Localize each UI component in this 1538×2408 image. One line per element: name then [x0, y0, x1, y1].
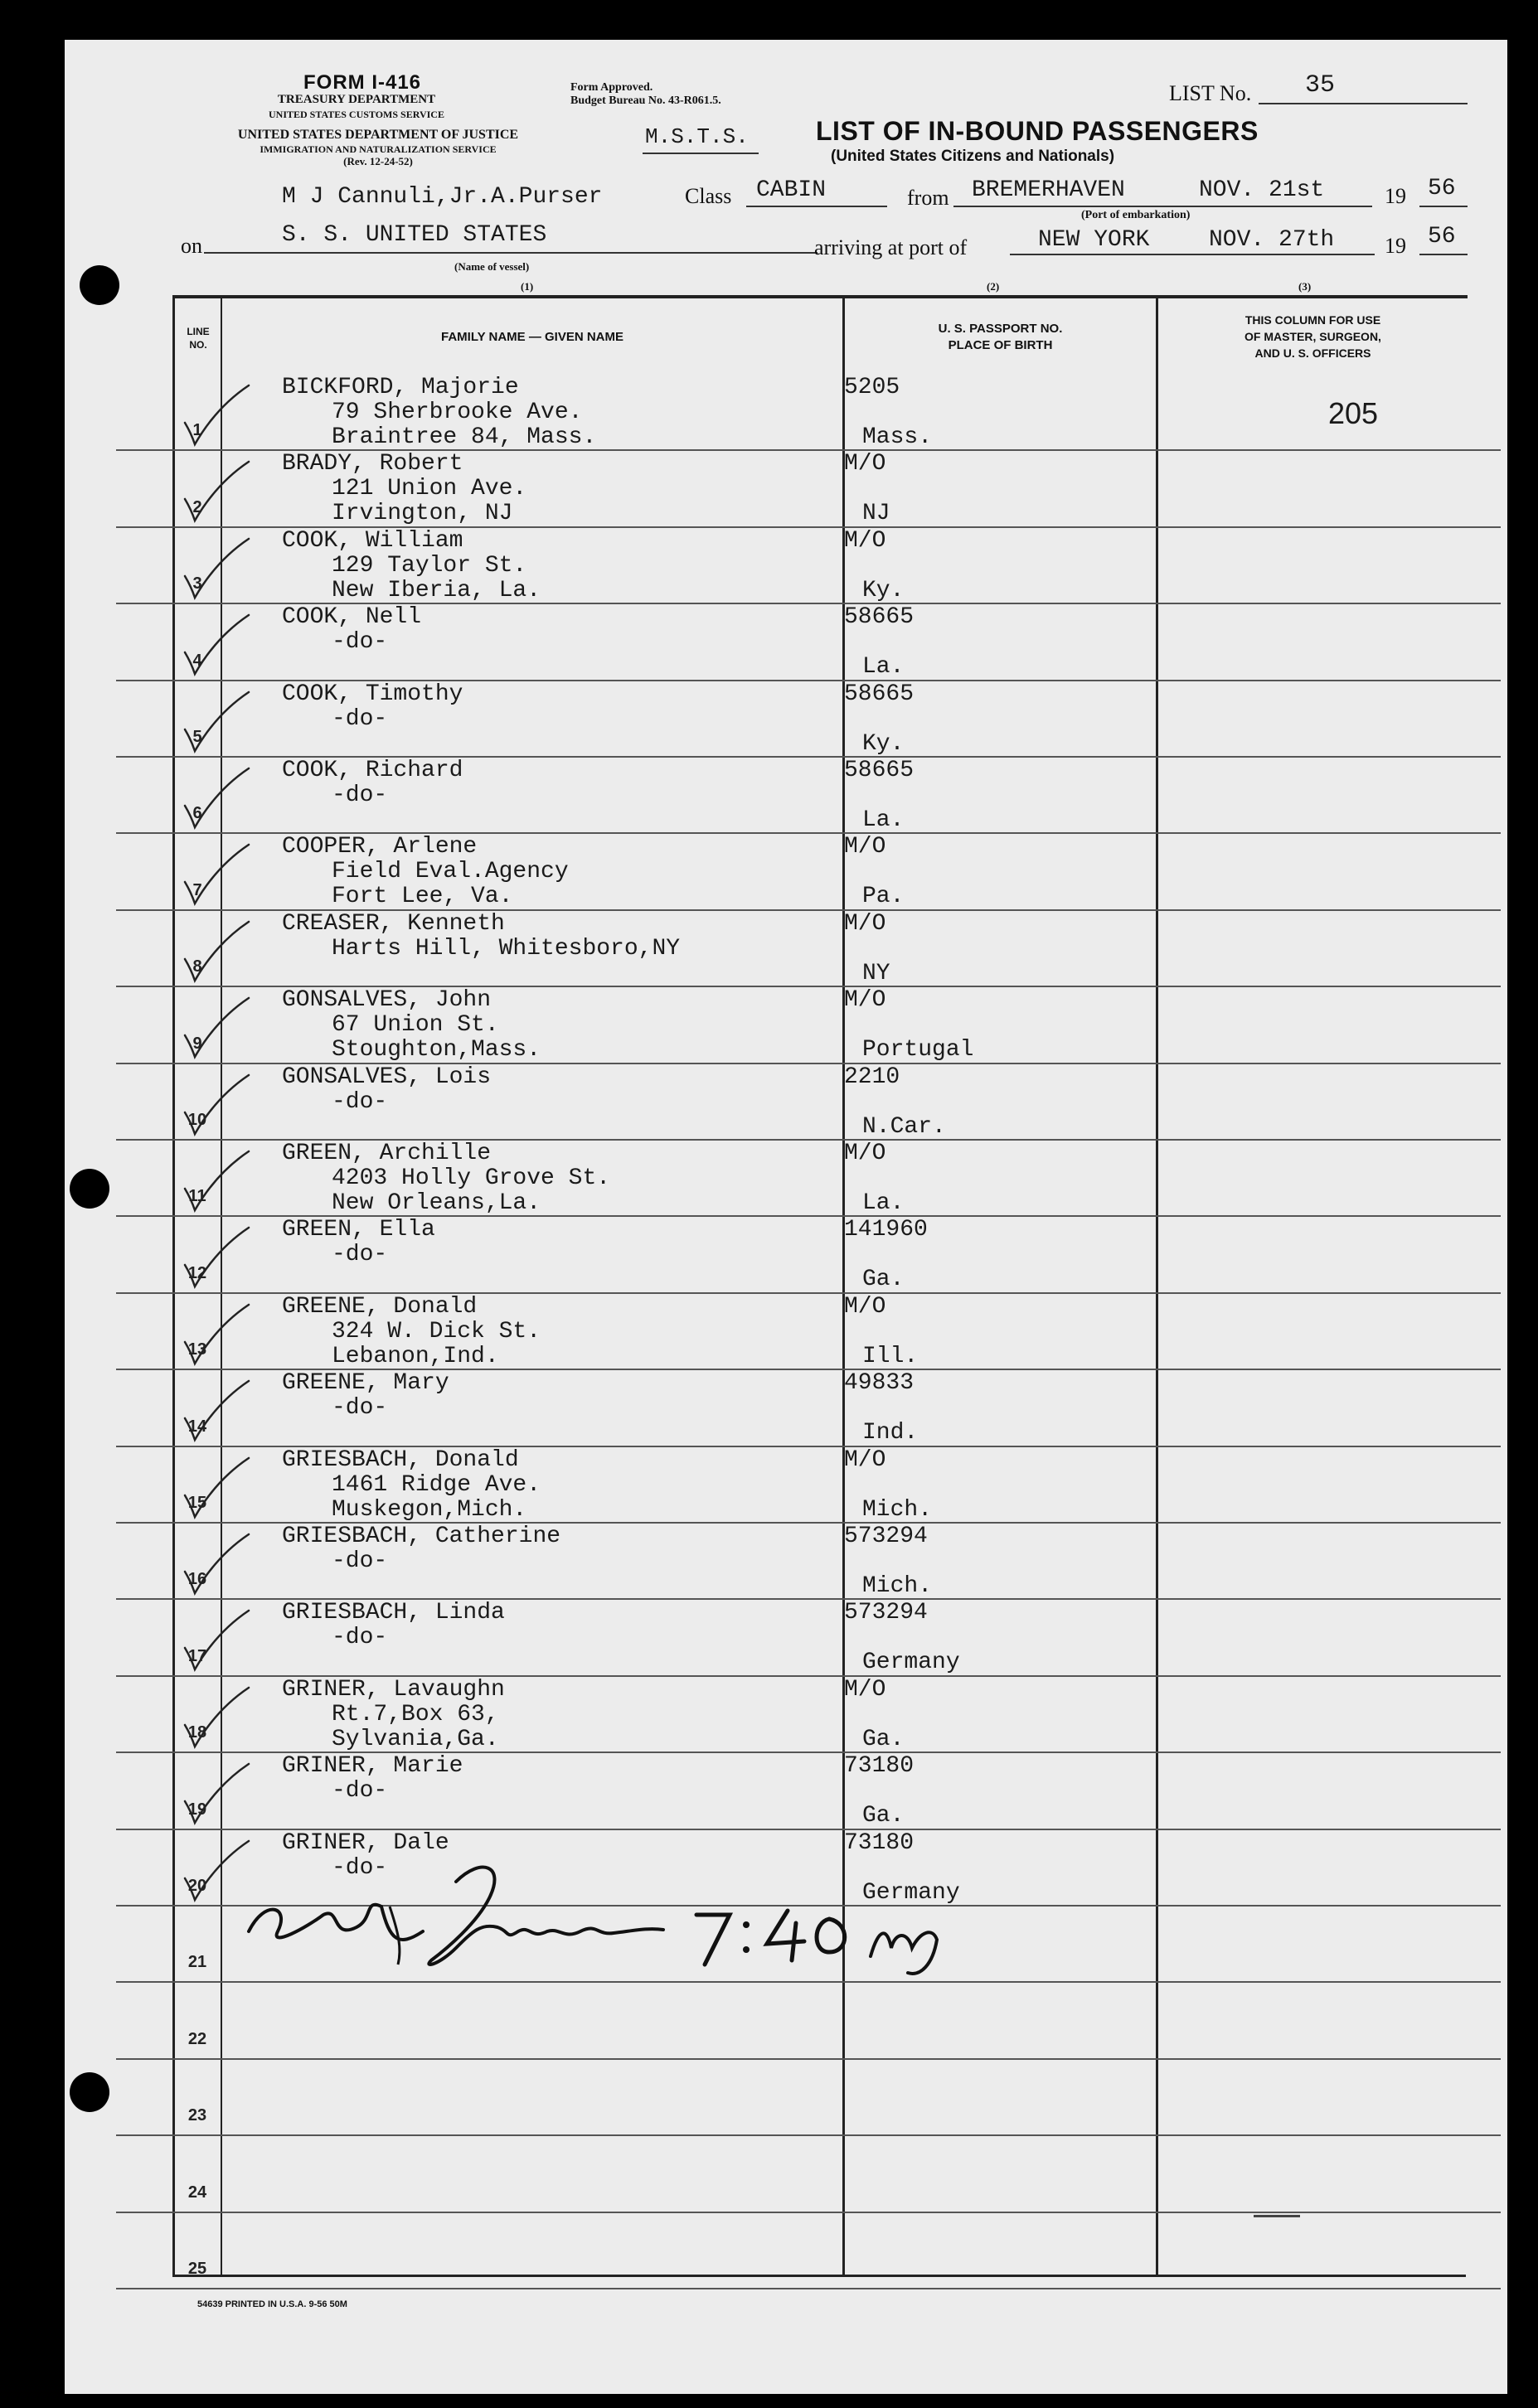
msts-stamp: M.S.T.S. [645, 124, 749, 149]
dept-justice: UNITED STATES DEPARTMENT OF JUSTICE [237, 128, 519, 142]
list-no-value: 35 [1305, 71, 1336, 99]
passport-number: 58665 [844, 681, 915, 707]
passport-number: M/O [844, 451, 886, 477]
place-of-birth: Ky. [862, 730, 905, 757]
passport-number: M/O [844, 910, 886, 937]
col-header-passport: U. S. PASSPORT NO. [938, 322, 1063, 336]
place-of-birth: Mich. [862, 1573, 933, 1599]
passenger-name: GRINER, Dale [282, 1829, 449, 1856]
stray-mark [1254, 2215, 1300, 2217]
passenger-address-2: New Orleans,La. [332, 1190, 541, 1216]
passenger-name: COOK, William [282, 527, 463, 554]
place-of-birth: NY [862, 960, 890, 986]
officer-note: 205 [1328, 396, 1379, 430]
row-rule [116, 2134, 1501, 2136]
line-number: 22 [187, 2029, 207, 2048]
place-of-birth: Ind. [862, 1420, 919, 1446]
passenger-address-1: -do- [332, 782, 388, 808]
passenger-address-1: 4203 Holly Grove St. [332, 1165, 611, 1191]
line-number: 25 [187, 2260, 207, 2278]
line-number: 1 [192, 421, 202, 440]
line-number: 4 [192, 651, 202, 670]
passenger-name: COOK, Nell [282, 604, 422, 631]
dept-treasury: TREASURY DEPARTMENT [277, 93, 436, 106]
punch-hole [70, 1169, 109, 1209]
place-of-birth: Ga. [862, 1267, 905, 1293]
check-mark-icon [178, 1147, 253, 1214]
list-no-label: LIST No. [1169, 81, 1252, 105]
passport-number: 2210 [844, 1063, 900, 1090]
print-code: 54639 PRINTED IN U.S.A. 9-56 50M [197, 2299, 347, 2309]
row-rule [116, 1981, 1501, 1983]
passenger-name: GRIESBACH, Catherine [282, 1524, 561, 1549]
check-mark-icon [178, 1684, 253, 1750]
passenger-name: GREENE, Mary [282, 1370, 449, 1397]
passenger-name: GRIESBACH, Linda [282, 1600, 505, 1626]
passport-number: 5205 [844, 375, 900, 400]
place-of-birth: Portugal [862, 1037, 974, 1063]
arrival-port: NEW YORK [1038, 227, 1150, 253]
line-number: 24 [187, 2183, 207, 2202]
vessel-caption: (Name of vessel) [454, 260, 530, 273]
passenger-address-1: 1461 Ridge Ave. [332, 1471, 541, 1498]
line-number: 19 [187, 1800, 207, 1819]
passenger-address-1: -do- [332, 1625, 388, 1651]
line-number: 20 [187, 1877, 207, 1895]
place-of-birth: La. [862, 807, 905, 833]
place-of-birth: Germany [862, 1650, 960, 1676]
line-number: 7 [192, 880, 202, 899]
line-number: 6 [192, 804, 202, 823]
form-subtitle: (United States Citizens and Nationals) [831, 148, 1115, 165]
passenger-name: COOPER, Arlene [282, 834, 478, 860]
arriving-label: arriving at port of [814, 235, 968, 259]
inspector-signature [232, 1848, 978, 1981]
place-of-birth: NJ [862, 501, 890, 527]
line-number: 23 [187, 2106, 207, 2125]
passenger-address-1: -do- [332, 1778, 388, 1805]
place-of-birth: Mich. [862, 1496, 933, 1523]
passport-number: M/O [844, 987, 886, 1014]
passport-number: 573294 [844, 1524, 928, 1549]
passport-number: 49833 [844, 1370, 915, 1397]
check-mark-icon [178, 1301, 253, 1367]
passenger-name: GREENE, Donald [282, 1293, 478, 1320]
col3-number: (3) [1298, 280, 1312, 293]
col-header-officers-3: AND U. S. OFFICERS [1254, 346, 1371, 360]
col-header-birth: PLACE OF BIRTH [948, 338, 1053, 352]
passport-number: 73180 [844, 1829, 915, 1856]
col2-number: (2) [987, 280, 1000, 293]
line-number: 9 [192, 1034, 202, 1053]
place-of-birth: La. [862, 1190, 905, 1216]
col-header-officers-2: OF MASTER, SURGEON, [1244, 330, 1381, 343]
purser-name: M J Cannuli,Jr.A.Purser [282, 184, 603, 210]
passenger-name: GONSALVES, Lois [282, 1063, 492, 1090]
year-prefix-1: 19 [1385, 184, 1406, 208]
passport-number: M/O [844, 1141, 886, 1166]
passenger-name: GRINER, Lavaughn [282, 1676, 505, 1703]
passenger-address-1: -do- [332, 1242, 388, 1268]
form-title: LIST OF IN-BOUND PASSENGERS [816, 116, 1259, 146]
passenger-name: GREEN, Archille [282, 1141, 492, 1166]
check-mark-icon [178, 458, 253, 524]
line-number: 5 [192, 728, 202, 746]
place-of-birth: Ga. [862, 1803, 905, 1829]
passenger-address-1: 67 Union St. [332, 1012, 499, 1039]
passenger-address-2: Sylvania,Ga. [332, 1726, 499, 1752]
row-rule [116, 2058, 1501, 2060]
check-mark-icon [178, 611, 253, 677]
check-mark-icon [178, 1606, 253, 1673]
passenger-address-2: Fort Lee, Va. [332, 884, 513, 910]
year-1: 56 [1428, 176, 1456, 201]
check-mark-icon [178, 688, 253, 754]
passenger-address-1: 129 Taylor St. [332, 552, 527, 579]
passenger-name: GREEN, Ella [282, 1217, 435, 1243]
class-value: CABIN [756, 177, 827, 203]
passenger-address-1: Harts Hill, Whitesboro,NY [332, 935, 681, 962]
passport-number: 58665 [844, 604, 915, 631]
line-number: 10 [187, 1111, 207, 1129]
embark-caption: (Port of embarkation) [1081, 209, 1191, 221]
passenger-address-1: 121 Union Ave. [332, 476, 527, 502]
arrival-date: NOV. 27th [1209, 227, 1335, 253]
passenger-name: GRINER, Marie [282, 1753, 463, 1780]
col-header-name: FAMILY NAME — GIVEN NAME [440, 330, 624, 344]
punch-hole [70, 2072, 109, 2112]
passenger-address-2: New Iberia, La. [332, 577, 541, 603]
passenger-name: COOK, Richard [282, 758, 463, 783]
dept-ins: IMMIGRATION AND NATURALIZATION SERVICE [260, 143, 497, 155]
place-of-birth: La. [862, 654, 905, 681]
check-mark-icon [178, 1454, 253, 1520]
check-mark-icon [178, 918, 253, 984]
class-label: Class [685, 184, 732, 208]
from-label: from [907, 186, 949, 210]
check-mark-icon [178, 381, 253, 448]
place-of-birth: Ga. [862, 1726, 905, 1752]
line-number: 2 [192, 497, 202, 516]
passenger-address-2: Irvington, NJ [332, 501, 513, 527]
passport-number: 141960 [844, 1217, 928, 1243]
passenger-address-1: -do- [332, 1395, 388, 1422]
year-2: 56 [1428, 224, 1456, 250]
passport-number: 573294 [844, 1600, 928, 1626]
passport-number: M/O [844, 834, 886, 860]
col1-number: (1) [521, 280, 534, 293]
line-number: 21 [187, 1953, 207, 1972]
passport-number: M/O [844, 1293, 886, 1320]
line-number: 11 [188, 1187, 206, 1206]
passport-number: M/O [844, 527, 886, 554]
check-mark-icon [178, 1760, 253, 1826]
passport-number: 58665 [844, 758, 915, 783]
form-revision: (Rev. 12-24-52) [343, 155, 413, 167]
col-header-officers-1: THIS COLUMN FOR USE [1244, 313, 1381, 327]
place-of-birth: Pa. [862, 884, 905, 910]
place-of-birth: N.Car. [862, 1113, 946, 1140]
check-mark-icon [178, 535, 253, 601]
place-of-birth: Germany [862, 1879, 960, 1906]
passenger-name: BRADY, Robert [282, 451, 463, 477]
budget-bureau: Budget Bureau No. 43-R061.5. [570, 94, 721, 107]
line-number: 13 [187, 1340, 207, 1359]
passenger-name: GONSALVES, John [282, 987, 492, 1014]
passenger-name: GRIESBACH, Donald [282, 1446, 519, 1473]
form-approved: Form Approved. [570, 81, 653, 94]
passenger-address-1: 79 Sherbrooke Ave. [332, 400, 583, 425]
check-mark-icon [178, 841, 253, 907]
passport-number: M/O [844, 1446, 886, 1473]
passenger-address-1: 324 W. Dick St. [332, 1318, 541, 1345]
on-label: on [181, 234, 202, 258]
line-number: 12 [187, 1263, 207, 1282]
passenger-name: BICKFORD, Majorie [282, 375, 519, 400]
from-port: BREMERHAVEN [972, 177, 1125, 203]
col-header-line-no: LINE NO. [187, 326, 210, 351]
passenger-address-1: Rt.7,Box 63, [332, 1701, 499, 1727]
passenger-name: CREASER, Kenneth [282, 910, 505, 937]
passport-number: 73180 [844, 1753, 915, 1780]
punch-hole [80, 265, 119, 305]
year-prefix-2: 19 [1385, 234, 1406, 258]
line-number: 15 [187, 1494, 207, 1512]
line-number: 18 [187, 1723, 207, 1742]
passport-number: M/O [844, 1676, 886, 1703]
dept-customs: UNITED STATES CUSTOMS SERVICE [269, 109, 444, 120]
row-rule [116, 2288, 1501, 2289]
check-mark-icon [178, 994, 253, 1060]
from-date: NOV. 21st [1199, 177, 1325, 203]
passenger-address-2: Stoughton,Mass. [332, 1037, 541, 1063]
place-of-birth: Mass. [862, 424, 933, 450]
line-number: 14 [187, 1417, 207, 1436]
passenger-address-2: Muskegon,Mich. [332, 1496, 527, 1523]
line-number: 17 [187, 1646, 207, 1665]
check-mark-icon [178, 1223, 253, 1290]
line-number: 3 [192, 574, 202, 594]
passenger-address-1: -do- [332, 705, 388, 732]
check-mark-icon [178, 1377, 253, 1443]
row-rule [116, 2212, 1501, 2213]
passenger-address-2: Braintree 84, Mass. [332, 424, 597, 450]
place-of-birth: Ky. [862, 577, 905, 603]
passenger-address-1: -do- [332, 1548, 388, 1574]
line-number: 16 [187, 1570, 207, 1589]
form-number: FORM I-416 [303, 71, 422, 94]
line-number: 8 [192, 957, 202, 976]
check-mark-icon [178, 1071, 253, 1137]
passenger-address-1: -do- [332, 1088, 388, 1115]
passenger-name: COOK, Timothy [282, 681, 463, 707]
check-mark-icon [178, 1530, 253, 1596]
passenger-address-1: -do- [332, 629, 388, 656]
passenger-address-2: Lebanon,Ind. [332, 1343, 499, 1369]
passenger-address-1: -do- [332, 1854, 388, 1881]
check-mark-icon [178, 764, 253, 831]
passenger-address-1: Field Eval.Agency [332, 859, 569, 885]
place-of-birth: Ill. [862, 1343, 919, 1369]
vessel-name: S. S. UNITED STATES [282, 222, 547, 248]
